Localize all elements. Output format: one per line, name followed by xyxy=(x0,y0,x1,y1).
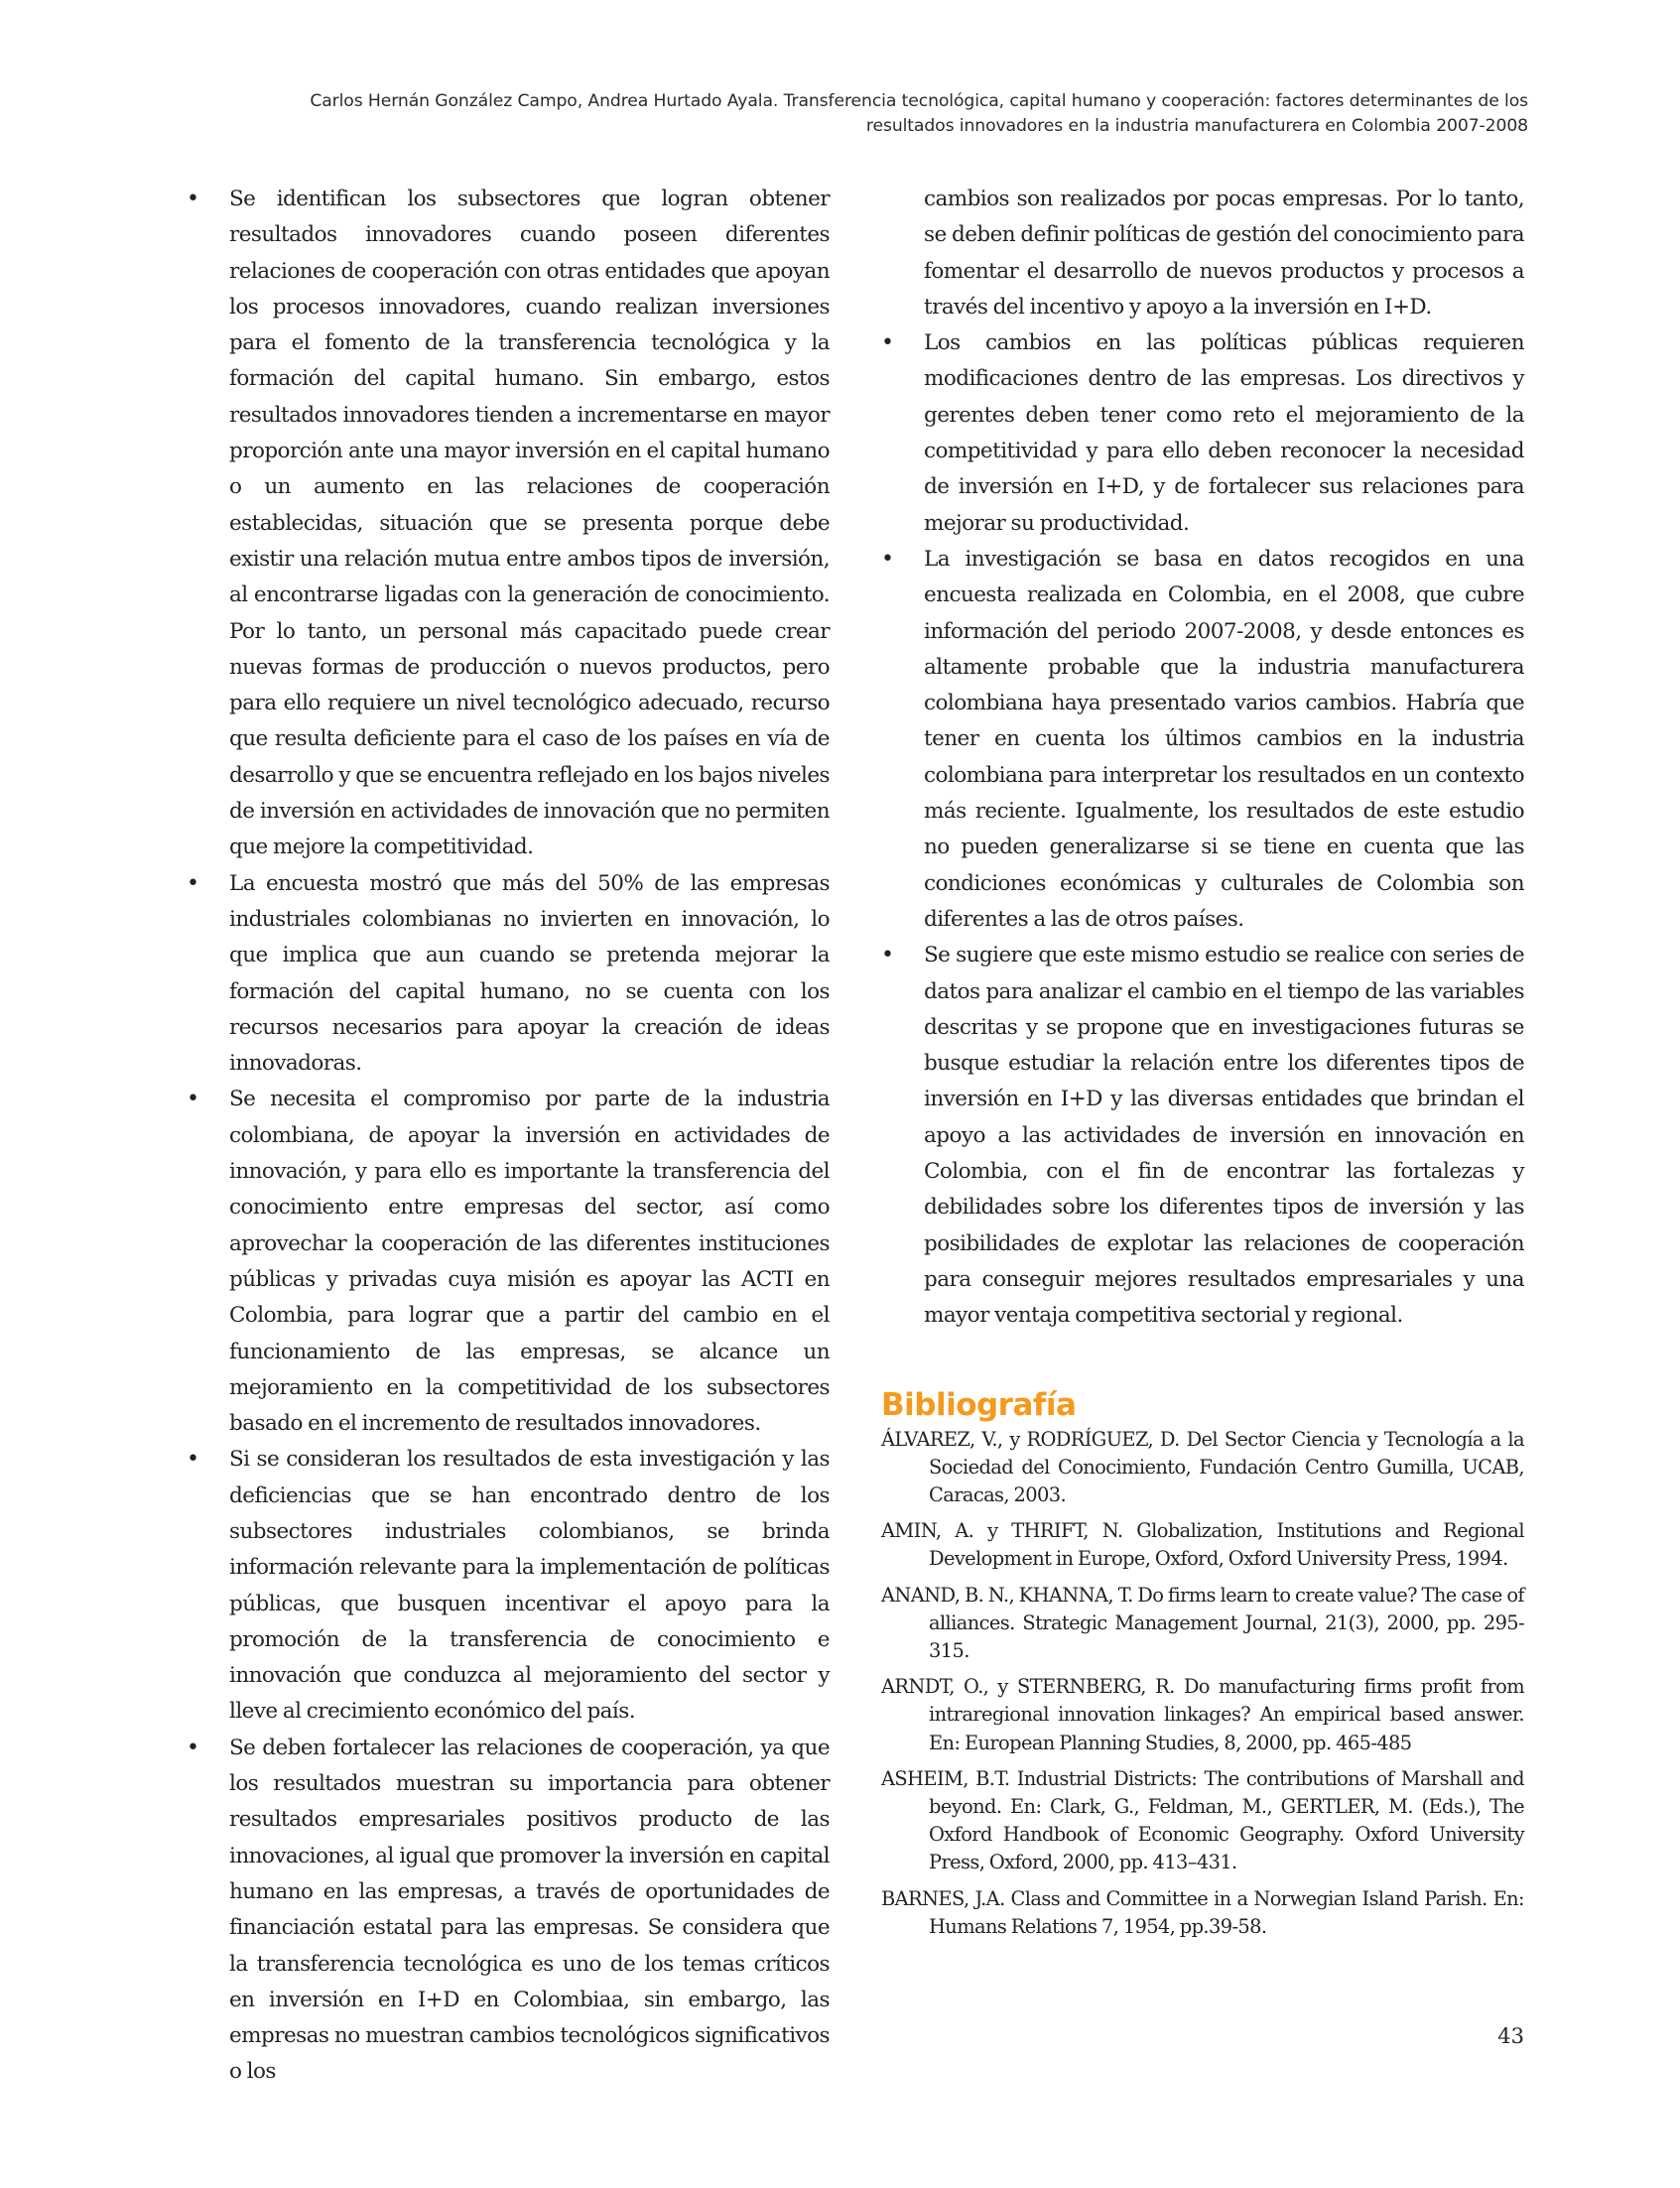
left-bullet-list xyxy=(187,182,830,2091)
bullet-text: La encuesta mostró que más del 50% de las empresas industriales colombianas no invierten en innovación, lo que implica que aun cuando se pretenda mejorar la formación del capital humano, no se cuenta con los recursos necesarios para apoyar la creación de ideas innovadoras. xyxy=(229,870,830,1077)
bullet-text: Se sugiere que este mismo estudio se realice con series de datos para analizar el cambio en el tiempo de las variables descritas y se propone que en investigaciones futuras se busque estudiar la relación entre los diferentes tipos de inversión en I+D y las diversas entidades que brindan el apoyo a las actividades de inversión en innovación en Colombia, con el fin de encontrar las fortalezas y debilidades sobre los diferentes tipos de inversión y las posibilidades de explotar las relaciones de cooperación para conseguir mejores resultados empresariales y una mayor ventaja competitiva sectorial y regional. xyxy=(924,943,1524,1329)
bullet-text: Se identifican los subsectores que logran obtener resultados innovadores cuando poseen diferentes relaciones de cooperación con otras entidades que apoyan los procesos innovadores, cuando realizan inversiones para el fomento de la transferencia tecnológica y la formación del capital humano. Sin embargo, estos resultados innovadores tienden a incrementarse en mayor proporción ante una mayor inversión en el capital humano o un aumento en las relaciones de cooperación establecidas, situación que se presenta porque debe existir una relación mutua entre ambos tipos de inversión, al encontrarse ligadas con la generación de conocimiento. Por lo tanto, un personal más capacitado puede crear nuevas formas de producción o nuevos productos, pero para ello requiere un nivel tecnológico adecuado, recurso que resulta deficiente para el caso de los países en vía de desarrollo y que se encuentra reflejado en los bajos niveles de inversión en actividades de innovación que no permiten que mejore la competitividad. xyxy=(229,187,830,860)
bullet-item xyxy=(187,1082,830,1442)
running-header-line-1: Carlos Hernán González Campo, Andrea Hurtado Ayala. Transferencia tecnológica, capital humano y cooperación: factores determinantes de los xyxy=(310,91,1528,111)
reference-entry: ÁLVAREZ, V., y RODRÍGUEZ, D. Del Sector Ciencia y Tecnología a la Sociedad del Conocimiento, Fundación Centro Gumilla, UCAB, Caracas, 2003. xyxy=(881,1427,1524,1506)
reference-entry: BARNES, J.A. Class and Committee in a Norwegian Island Parish. En: Humans Relations 7, 1954, pp.39-58. xyxy=(881,1886,1524,1938)
continued-paragraph: cambios son realizados por pocas empresas. Por lo tanto, se deben definir políticas de gestión del conocimiento para fomentar el desarrollo de nuevos productos y procesos a través del incentivo y apoyo a la inversión en I+D. xyxy=(924,187,1524,320)
bullet-icon: • xyxy=(187,1447,199,1473)
bibliography-list xyxy=(881,1426,1524,1941)
bullet-text: La investigación se basa en datos recogidos en una encuesta realizada en Colombia, en el 2008, que cubre información del periodo 2007-2008, y desde entonces es altamente probable que la industria manufacturera colombiana haya presentado varios cambios. Habría que tener en cuenta los últimos cambios en la industria colombiana para interpretar los resultados en un contexto más reciente. Igualmente, los resultados de este estudio no pueden generalizarse si se tiene en cuenta que las condiciones económicas y culturales de Colombia son diferentes a las de otros países. xyxy=(924,546,1524,932)
bullet-item xyxy=(881,542,1524,938)
reference-entry: AMIN, A. y THRIFT, N. Globalization, Institutions and Regional Development in Europe, Oxford, Oxford University Press, 1994. xyxy=(881,1519,1524,1571)
bullet-icon: • xyxy=(187,870,199,896)
bullet-text: Si se consideran los resultados de esta investigación y las deficiencias que se han encontrado dentro de los subsectores industriales colombianos, se brinda información relevante para la implementación de políticas públicas, que busquen incentivar el apoyo para la promoción de la transferencia de conocimiento e innovación que conduzca al mejoramiento del sector y lleve al crecimiento económico del país. xyxy=(229,1447,830,1725)
bullet-icon: • xyxy=(187,1735,199,1760)
bullet-item xyxy=(881,938,1524,1334)
bullet-text: Se necesita el compromiso por parte de la industria colombiana, de apoyar la inversión en actividades de innovación, y para ello es importante la transferencia del conocimiento entre empresas del sector, así como aprovechar la cooperación de las diferentes instituciones públicas y privadas cuya misión es apoyar las ACTI en Colombia, para lograr que a partir del cambio en el funcionamiento de las empresas, se alcance un mejoramiento en la competitividad de los subsectores basado en el incremento de resultados innovadores. xyxy=(229,1087,830,1437)
bullet-icon: • xyxy=(881,546,894,572)
bullet-text: Se deben fortalecer las relaciones de cooperación, ya que los resultados muestran su importancia para obtener resultados empresariales positivos producto de las innovaciones, al igual que promover la inversión en capital humano en las empresas, a través de oportunidades de financiación estatal para las empresas. Se considera que la transferencia tecnológica es uno de los temas críticos en inversión en I+D en Colombiaa, sin embargo, las empresas no muestran cambios tecnológicos significativos o los xyxy=(229,1735,830,2085)
bibliography-heading: Bibliografía xyxy=(881,1386,1077,1423)
bullet-item xyxy=(881,325,1524,542)
bullet-icon: • xyxy=(881,943,894,968)
running-header-line-2: resultados innovadores en la industria manufacturera en Colombia 2007-2008 xyxy=(865,116,1528,136)
bullet-text: Los cambios en las políticas públicas requieren modificaciones dentro de las empresas. Los directivos y gerentes deben tener como reto el mejoramiento de la competitividad y para ello deben reconocer la necesidad de inversión en I+D, y de fortalecer sus relaciones para mejorar su productividad. xyxy=(924,330,1524,536)
running-header xyxy=(228,89,1528,139)
reference-entry: ARNDT, O., y STERNBERG, R. Do manufacturing firms profit from intraregional innovation linkages? An empirical based answer. En: European Planning Studies, 8, 2000, pp. 465-485 xyxy=(881,1675,1524,1754)
bullet-item xyxy=(187,1731,830,2091)
bullet-item xyxy=(187,866,830,1083)
right-bullet-list xyxy=(881,325,1524,1334)
bullet-icon: • xyxy=(187,187,199,211)
right-column xyxy=(881,182,1524,1949)
left-column xyxy=(187,182,830,2091)
reference-entry: ANAND, B. N., KHANNA, T. Do firms learn to create value? The case of alliances. Strategic Management Journal, 21(3), 2000, pp. 295-315. xyxy=(881,1583,1524,1662)
bullet-item xyxy=(187,1442,830,1730)
bullet-item xyxy=(187,182,830,866)
bullet-icon: • xyxy=(881,330,894,356)
page-number: 43 xyxy=(1497,2024,1524,2048)
reference-entry: ASHEIM, B.T. Industrial Districts: The contributions of Marshall and beyond. En: Clark, G., Feldman, M., GERTLER, M. (Eds.), The Oxford Handbook of Economic Geography. Oxford University Press, Oxford, 2000, pp. 413–431. xyxy=(881,1766,1524,1874)
bullet-icon: • xyxy=(187,1087,199,1112)
